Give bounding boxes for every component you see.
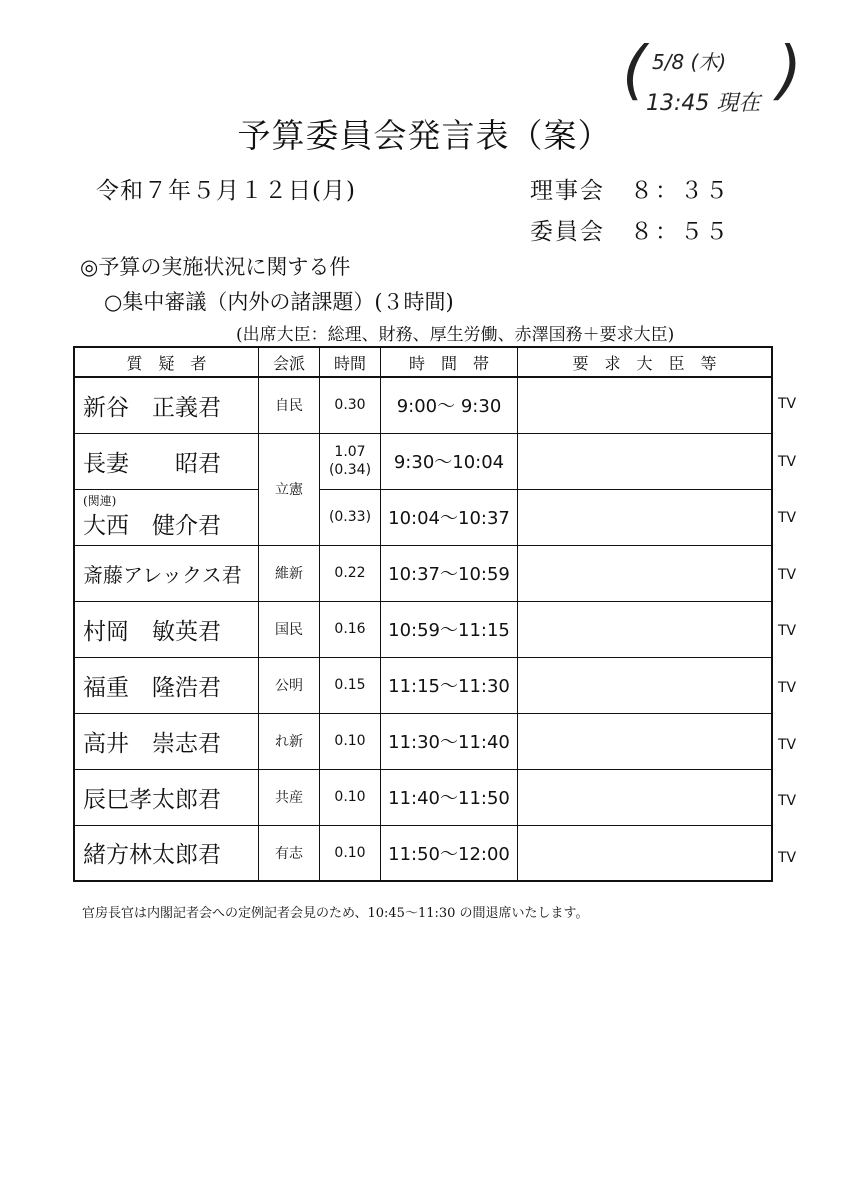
party: 立憲 <box>259 433 320 545</box>
time-share: (0.34) <box>328 462 372 478</box>
allotted-time: 0.10 <box>320 713 381 769</box>
left-paren: ( <box>622 34 647 108</box>
related-note: (関連) <box>83 493 117 508</box>
right-paren: ) <box>777 34 802 108</box>
agenda-subtopic: ○集中審議（内外の諸課題）(３時間) <box>104 290 454 314</box>
questioner-name: 長妻 昭君 <box>74 433 259 489</box>
tv-marker: TV <box>778 680 797 696</box>
speaker-schedule-table <box>73 346 773 882</box>
party: 国民 <box>259 601 320 657</box>
questioner-name: 福重 隆浩君 <box>74 657 259 713</box>
time-band: 11:40～11:50 <box>381 769 518 825</box>
table-row <box>74 601 772 657</box>
requested-ministers <box>518 601 773 657</box>
tv-marker: TV <box>778 396 797 412</box>
table-row <box>74 489 772 545</box>
tv-marker: TV <box>778 623 797 639</box>
requested-ministers <box>518 713 773 769</box>
agenda-topic: ◎予算の実施状況に関する件 <box>80 255 351 279</box>
allotted-time: 0.30 <box>320 377 381 433</box>
allotted-time: 0.10 <box>320 825 381 881</box>
requested-ministers <box>518 433 773 489</box>
questioner-name: 新谷 正義君 <box>74 377 259 433</box>
tv-marker: TV <box>778 454 797 470</box>
header-time: 時間 <box>320 347 381 377</box>
party: れ新 <box>259 713 320 769</box>
requested-ministers <box>518 489 773 545</box>
table-header-row <box>74 347 772 377</box>
table-row <box>74 769 772 825</box>
party: 自民 <box>259 377 320 433</box>
questioner-name: 緒方林太郎君 <box>74 825 259 881</box>
time-band: 11:15～11:30 <box>381 657 518 713</box>
allotted-time: (0.33) <box>320 489 381 545</box>
tv-marker: TV <box>778 567 797 583</box>
header-party: 会派 <box>259 347 320 377</box>
party: 維新 <box>259 545 320 601</box>
time-band: 11:30～11:40 <box>381 713 518 769</box>
time-band: 11:50～12:00 <box>381 825 518 881</box>
requested-ministers <box>518 769 773 825</box>
table-row <box>74 433 772 489</box>
table-row <box>74 377 772 433</box>
allotted-time: 0.16 <box>320 601 381 657</box>
table-row <box>74 825 772 881</box>
party: 公明 <box>259 657 320 713</box>
questioner-name: 斎藤アレックス君 <box>74 545 259 601</box>
rijikai-time: 理事会 ８：３５ <box>530 178 730 204</box>
tv-marker: TV <box>778 850 797 866</box>
handwritten-date: 5/8 (木) <box>652 50 727 74</box>
party: 共産 <box>259 769 320 825</box>
header-band: 時 間 帯 <box>381 347 518 377</box>
allotted-time: 0.15 <box>320 657 381 713</box>
questioner-name: 大西 健介君 <box>83 512 221 539</box>
requested-ministers <box>518 377 773 433</box>
questioner-name: 村岡 敏英君 <box>74 601 259 657</box>
handwritten-time: 13:45 現在 <box>646 91 761 116</box>
questioner-cell <box>74 489 259 545</box>
requested-ministers <box>518 657 773 713</box>
table-row <box>74 545 772 601</box>
header-questioner: 質 疑 者 <box>74 347 259 377</box>
time-band: 9:00～ 9:30 <box>381 377 518 433</box>
tv-marker: TV <box>778 793 797 809</box>
time-band: 10:59～11:15 <box>381 601 518 657</box>
allotted-time: 0.22 <box>320 545 381 601</box>
iinkai-time: 委員会 ８：５５ <box>530 219 730 245</box>
page-title: 予算委員会発言表（案） <box>237 116 612 155</box>
questioner-name: 辰巳孝太郎君 <box>74 769 259 825</box>
questioner-name: 高井 崇志君 <box>74 713 259 769</box>
time-band: 10:04～10:37 <box>381 489 518 545</box>
tv-marker: TV <box>778 510 797 526</box>
tv-marker: TV <box>778 737 797 753</box>
requested-ministers <box>518 545 773 601</box>
time-band: 9:30～10:04 <box>381 433 518 489</box>
session-date: 令和７年５月１２日(月) <box>96 178 356 204</box>
allotted-time: 0.10 <box>320 769 381 825</box>
party: 有志 <box>259 825 320 881</box>
table-row <box>74 657 772 713</box>
table-row <box>74 713 772 769</box>
requested-ministers <box>518 825 773 881</box>
time-total: 1.07 <box>334 444 366 460</box>
allotted-time <box>320 433 381 489</box>
time-band: 10:37～10:59 <box>381 545 518 601</box>
footer-note: 官房長官は内閣記者会への定例記者会見のため、10:45～11:30 の間退席いたします。 <box>82 906 589 921</box>
attending-ministers: (出席大臣：総理、財務、厚生労働、赤澤国務＋要求大臣) <box>236 325 675 345</box>
header-requested: 要 求 大 臣 等 <box>518 347 773 377</box>
